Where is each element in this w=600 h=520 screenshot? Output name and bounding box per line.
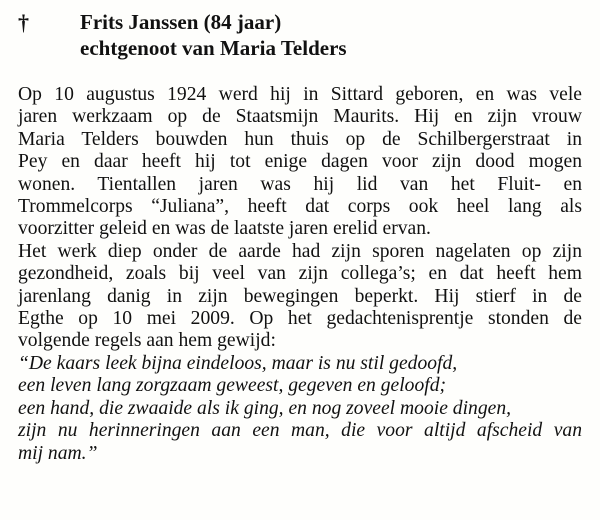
text-line: wonen. Tientallen jaren was hij lid van het Fluit- en — [18, 173, 582, 195]
text-line: Het werk diep onder de aarde had zijn sporen nagelaten op zijn — [18, 240, 582, 262]
memorial-poem — [18, 353, 582, 465]
poem-line: zijn nu herinneringen aan een man, die voor altijd afscheid van — [18, 420, 582, 442]
cross-icon: † — [18, 10, 29, 35]
spouse-line: echtgenoot van Maria Telders — [80, 36, 347, 60]
name-line: Frits Janssen (84 jaar) — [80, 10, 282, 34]
text-line: gezondheid, zoals bij veel van zijn collega’s; en dat heeft hem — [18, 263, 582, 285]
text-line: Egthe op 10 mei 2009. Op het gedachtenisprentje stonden de — [18, 308, 582, 330]
obituary-body — [18, 84, 582, 465]
text-line: Pey en daar heeft hij tot enige dagen voor zijn dood mogen — [18, 151, 582, 173]
paragraph-1 — [18, 84, 582, 241]
poem-line: “De kaars leek bijna eindeloos, maar is nu stil gedoofd, — [18, 352, 458, 374]
text-line: voorzitter geleid en was de laatste jaren erelid ervan. — [18, 218, 431, 240]
text-line: Maria Telders bouwden hun thuis op de Schilbergerstraat in — [18, 128, 582, 150]
text-line: Trommelcorps “Juliana”, heeft dat corps ook heel lang als — [18, 196, 582, 218]
text-line: jaren werkzaam op de Staatsmijn Maurits. Hij en zijn vrouw — [18, 106, 582, 128]
paragraph-2 — [18, 241, 582, 353]
text-line: jarenlang danig in zijn bewegingen beperkt. Hij stierf in de — [18, 285, 582, 307]
poem-line: mij nam.” — [18, 442, 98, 464]
text-line: volgende regels aan hem gewijd: — [18, 330, 276, 352]
poem-line: een hand, die zwaaide als ik ging, en nog zoveel mooie dingen, — [18, 397, 512, 419]
poem-line: een leven lang zorgzaam geweest, gegeven en geloofd; — [18, 375, 447, 397]
text-line: Op 10 augustus 1924 werd hij in Sittard geboren, en was vele — [18, 84, 582, 105]
